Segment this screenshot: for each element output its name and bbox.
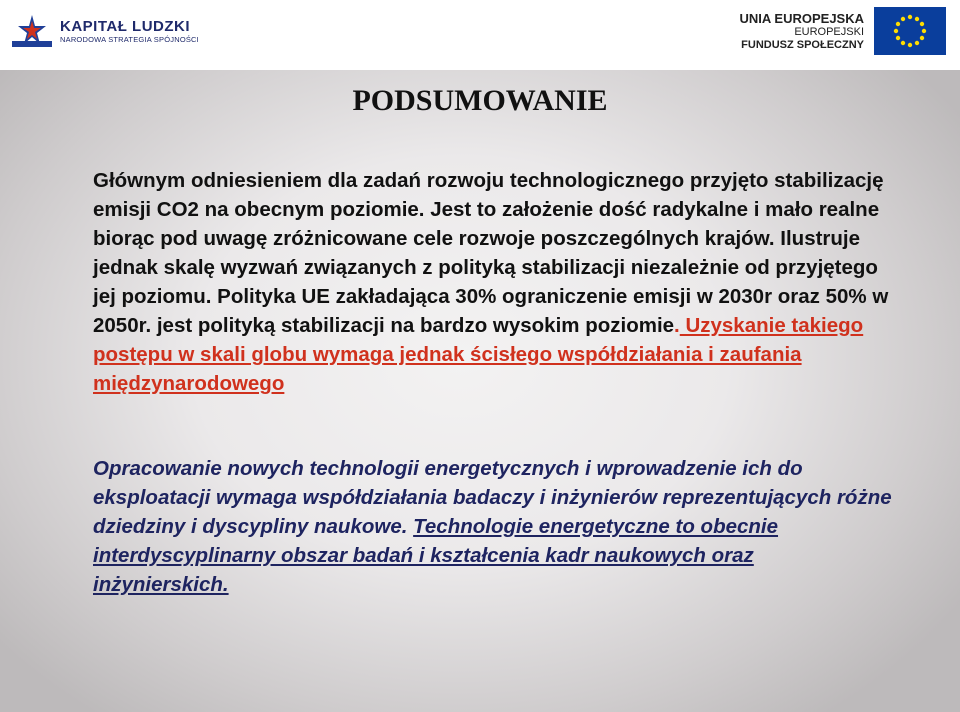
kapital-ludzki-logo (12, 8, 199, 54)
eu-logo (740, 6, 946, 56)
paragraph-summary-highlight: Uzyskanie takiego postępu w skali globu wymaga jednak ścisłego współdziałania i zaufania międzynarodowego (93, 314, 864, 395)
eu-line-3: FUNDUSZ SPOŁECZNY (741, 38, 864, 51)
logo-title: KAPITAŁ LUDZKI (60, 17, 191, 35)
eu-line-2: EUROPEJSKI (794, 25, 864, 38)
paragraph-technologies (93, 454, 893, 599)
page-title: PODSUMOWANIE (352, 84, 608, 117)
kapital-ludzki-star-icon (12, 11, 52, 51)
eu-flag-icon (874, 7, 946, 55)
eu-line-1: UNIA EUROPEJSKA (739, 10, 864, 26)
paragraph-summary-dot: . (674, 314, 680, 337)
header-bar (0, 0, 960, 70)
paragraph-summary (93, 166, 893, 398)
paragraph-technologies-underlined: Technologie energetyczne to obecnie interdyscyplinarny obszar badań i kształcenia kadr naukowych oraz inżynierskich. (93, 515, 779, 596)
logo-subtitle: NARODOWA STRATEGIA SPÓJNOŚCI (60, 34, 199, 44)
paragraph-technologies-text: Opracowanie nowych technologii energetycznych i wprowadzenie ich do eksploatacji wymaga współdziałania badaczy i inżynierów reprezentujących różne dziedziny i dyscypliny naukowe. (93, 457, 892, 538)
paragraph-summary-text: Głównym odniesieniem dla zadań rozwoju technologicznego przyjęto stabilizację emisji CO2 na obecnym poziomie. Jest to założenie dość radykalne i mało realne biorąc pod uwagę zróżnicowane cele rozwoje poszczególnych krajów. Ilustruje jednak skalę wyzwań związanych z polityką stabilizacji niezależnie od przyjętego jej poziomu. Polityka UE zakładająca 30% ograniczenie emisji w 2030r oraz 50% w 2050r. jest polityką stabilizacji na bardzo wysokim poziomie (93, 169, 889, 337)
